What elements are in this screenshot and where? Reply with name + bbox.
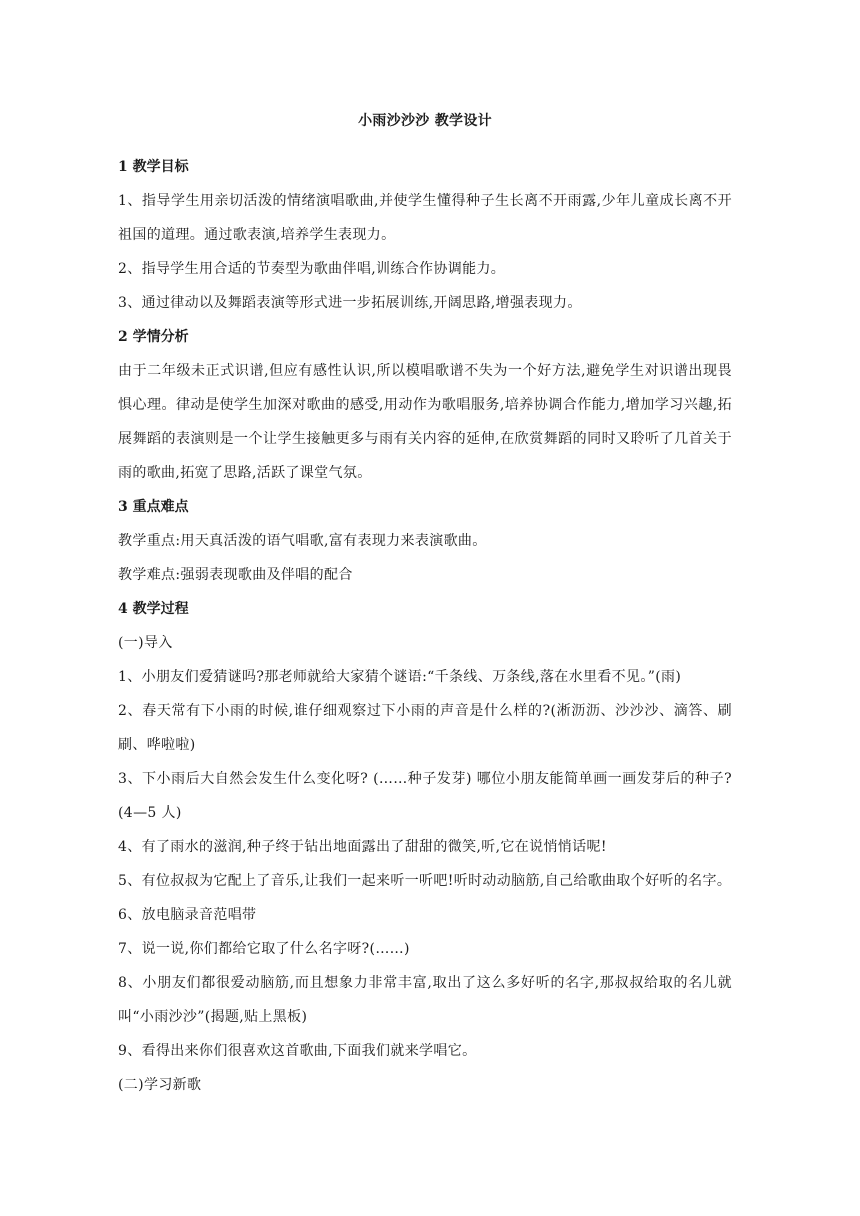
- paragraph: 5、有位叔叔为它配上了音乐,让我们一起来听一听吧!听时动动脑筋,自己给歌曲取个好听的名字。: [118, 873, 732, 889]
- paragraph: 8、小朋友们都很爱动脑筋,而且想象力非常丰富,取出了这么多好听的名字,那叔叔给取的名儿就叫“小雨沙沙”(揭题,贴上黑板): [118, 975, 732, 1025]
- paragraph: 1、小朋友们爱猜谜吗?那老师就给大家猜个谜语:“千条线、万条线,落在水里看不见。”(雨): [118, 669, 682, 685]
- paragraph: 4、有了雨水的滋润,种子终于钻出地面露出了甜甜的微笑,听,它在说悄悄话呢!: [118, 839, 607, 855]
- section-heading: 1 教学目标: [118, 159, 189, 175]
- document-title: 小雨沙沙沙 教学设计: [358, 113, 492, 129]
- paragraph: 6、放电脑录音范唱带: [118, 907, 257, 923]
- paragraph: 1、指导学生用亲切活泼的情绪演唱歌曲,并使学生懂得种子生长离不开雨露,少年儿童成长离不开祖国的道理。通过歌表演,培养学生表现力。: [118, 193, 732, 243]
- paragraph: 教学重点:用天真活泼的语气唱歌,富有表现力来表演歌曲。: [118, 533, 487, 549]
- paragraph: 7、说一说,你们都给它取了什么名字呀?(……): [118, 941, 410, 957]
- paragraph: (一)导入: [118, 635, 173, 651]
- paragraph: 2、指导学生用合适的节奏型为歌曲伴唱,训练合作协调能力。: [118, 261, 506, 277]
- paragraph: 9、看得出来你们很喜欢这首歌曲,下面我们就来学唱它。: [118, 1043, 477, 1059]
- paragraph: 教学难点:强弱表现歌曲及伴唱的配合: [118, 567, 353, 583]
- paragraph: 由于二年级未正式识谱,但应有感性认识,所以模唱歌谱不失为一个好方法,避免学生对识谱出现畏惧心理。律动是使学生加深对歌曲的感受,用动作为歌唱服务,培养协调合作能力,增加学习兴趣,拓展舞蹈的表演则是一个让学生接触更多与雨有关内容的延伸,在欣赏舞蹈的同时又聆听了几首关于雨的歌曲,拓宽了思路,活跃了课堂气氛。: [118, 363, 732, 481]
- paragraph: 3、通过律动以及舞蹈表演等形式进一步拓展训练,开阔思路,增强表现力。: [118, 295, 582, 311]
- paragraph: 3、下小雨后大自然会发生什么变化呀? (……种子发芽) 哪位小朋友能简单画一画发芽后的种子? (4—5 人): [118, 771, 732, 821]
- section-heading: 4 教学过程: [118, 601, 189, 617]
- paragraph: 2、春天常有下小雨的时候,谁仔细观察过下小雨的声音是什么样的?(淅沥沥、沙沙沙、滴答、刷刷、哗啦啦): [118, 703, 732, 753]
- section-heading: 3 重点难点: [118, 499, 189, 515]
- section-heading: 2 学情分析: [118, 329, 189, 345]
- paragraph: (二)学习新歌: [118, 1077, 202, 1093]
- document-body: [118, 150, 732, 1102]
